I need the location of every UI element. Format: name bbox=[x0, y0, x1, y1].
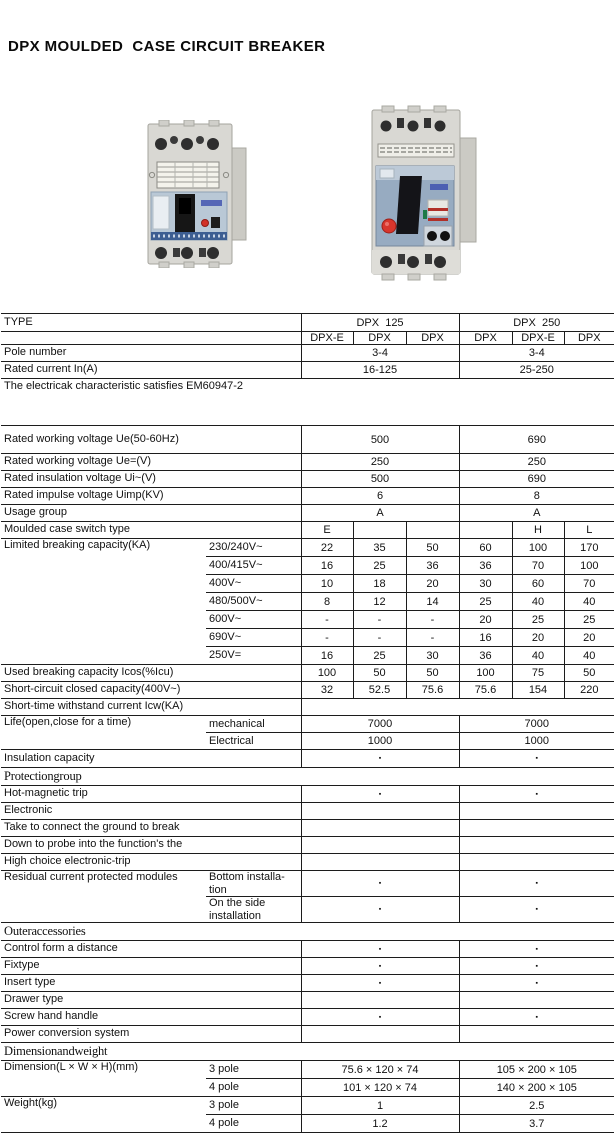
row-sublabel: 3 pole bbox=[206, 1097, 301, 1115]
row-label: Insert type bbox=[1, 975, 301, 992]
bottom-tab bbox=[184, 262, 194, 268]
table-row bbox=[1, 539, 614, 557]
table-row bbox=[1, 1097, 614, 1115]
terminal bbox=[155, 247, 167, 259]
value-cell: 40 bbox=[564, 647, 614, 665]
bullet-mark: ▪ bbox=[301, 941, 459, 958]
value-cell: - bbox=[406, 611, 459, 629]
value-cell: E bbox=[301, 522, 353, 539]
value-cell: 25-250 bbox=[459, 362, 614, 379]
doc-label bbox=[153, 196, 169, 229]
row-label: Rated current In(A) bbox=[1, 362, 301, 379]
value-cell: 75.6 × 120 × 74 bbox=[301, 1061, 459, 1079]
table-row bbox=[1, 837, 614, 854]
terminal bbox=[424, 118, 431, 128]
value-cell: 36 bbox=[459, 647, 512, 665]
table-row bbox=[1, 871, 614, 897]
value-cell: 30 bbox=[406, 647, 459, 665]
table-row bbox=[1, 992, 614, 1009]
value-cell: 36 bbox=[406, 557, 459, 575]
toggle-handle bbox=[396, 176, 422, 234]
bottom-tab bbox=[159, 262, 169, 268]
row-label: Life(open,close for a time) bbox=[1, 716, 206, 750]
terminal bbox=[196, 136, 204, 144]
value-cell: 690 bbox=[459, 426, 614, 454]
row-label: Hot-magnetic trip bbox=[1, 786, 301, 803]
value-cell: 50 bbox=[564, 665, 614, 682]
terminal bbox=[397, 118, 404, 128]
value-cell bbox=[459, 522, 512, 539]
table-row bbox=[1, 750, 614, 768]
table-row bbox=[1, 716, 614, 733]
terminal bbox=[434, 256, 446, 268]
row-label: Rated insulation voltage Ui~(V) bbox=[1, 471, 301, 488]
breaker-250-image bbox=[366, 104, 484, 282]
bullet-mark: ▪ bbox=[301, 750, 459, 768]
value-cell: 52.5 bbox=[353, 682, 406, 699]
value-cell: 8 bbox=[459, 488, 614, 505]
value-cell bbox=[301, 699, 614, 716]
value-cell: 50 bbox=[406, 539, 459, 557]
value-cell: 25 bbox=[512, 611, 564, 629]
value-cell: L bbox=[564, 522, 614, 539]
table-row bbox=[1, 786, 614, 803]
value-cell: 25 bbox=[353, 647, 406, 665]
value-cell: 35 bbox=[353, 539, 406, 557]
value-cell: DPX bbox=[406, 332, 459, 345]
type-summary-table bbox=[1, 313, 614, 395]
value-cell bbox=[353, 522, 406, 539]
row-label: Limited breaking capacity(KA) bbox=[1, 539, 206, 665]
value-cell: 50 bbox=[406, 665, 459, 682]
table-row bbox=[1, 803, 614, 820]
bullet-mark: ▪ bbox=[459, 897, 614, 923]
bullet-mark: ▪ bbox=[301, 897, 459, 923]
terminal bbox=[155, 138, 167, 150]
terminal bbox=[207, 138, 219, 150]
table-row bbox=[1, 975, 614, 992]
value-cell bbox=[406, 522, 459, 539]
terminal bbox=[407, 256, 419, 268]
value-cell: 7000 bbox=[459, 716, 614, 733]
value-cell: 3-4 bbox=[301, 345, 459, 362]
bullet-mark: ▪ bbox=[301, 958, 459, 975]
value-cell: 3.7 bbox=[459, 1115, 614, 1133]
row-label: Drawer type bbox=[1, 992, 301, 1009]
table-row bbox=[1, 362, 614, 379]
adjust-dial bbox=[427, 231, 437, 241]
value-cell: 36 bbox=[459, 557, 512, 575]
row-label: The electricak characteristic satisfies EM60947-2 bbox=[4, 380, 244, 393]
specification-table bbox=[1, 425, 614, 1133]
value-cell: 16 bbox=[301, 557, 353, 575]
table-row bbox=[1, 941, 614, 958]
value-cell: 500 bbox=[301, 426, 459, 454]
value-cell: 75 bbox=[512, 665, 564, 682]
value-cell: 100 bbox=[564, 557, 614, 575]
top-tab bbox=[159, 120, 169, 126]
terminal bbox=[398, 254, 405, 264]
row-label: Power conversion system bbox=[1, 1026, 301, 1043]
value-cell: 154 bbox=[512, 682, 564, 699]
value-cell: - bbox=[301, 611, 353, 629]
value-cell: - bbox=[353, 611, 406, 629]
value-cell bbox=[459, 1026, 614, 1043]
top-tab bbox=[434, 106, 446, 112]
row-label: Take to connect the ground to break bbox=[1, 820, 301, 837]
bottom-tab bbox=[209, 262, 219, 268]
row-sublabel: 4 pole bbox=[206, 1115, 301, 1133]
value-cell: DPX 125 bbox=[301, 314, 459, 332]
table-row bbox=[1, 854, 614, 871]
value-cell bbox=[459, 803, 614, 820]
value-cell bbox=[301, 1026, 459, 1043]
value-cell: 16-125 bbox=[301, 362, 459, 379]
terminal bbox=[380, 256, 392, 268]
row-label: Short-time withstand current Icw(KA) bbox=[1, 699, 301, 716]
value-cell: 70 bbox=[564, 575, 614, 593]
table-row bbox=[1, 699, 614, 716]
row-label: Rated working voltage Ue=(V) bbox=[1, 454, 301, 471]
value-cell: - bbox=[301, 629, 353, 647]
table-row bbox=[1, 345, 614, 362]
value-cell: 220 bbox=[564, 682, 614, 699]
row-label: Weight(kg) bbox=[1, 1097, 206, 1133]
table-row bbox=[1, 923, 614, 941]
value-cell: 16 bbox=[459, 629, 512, 647]
value-cell: 170 bbox=[564, 539, 614, 557]
value-cell: 100 bbox=[512, 539, 564, 557]
bullet-mark: ▪ bbox=[459, 975, 614, 992]
table-row bbox=[1, 471, 614, 488]
value-cell: 18 bbox=[353, 575, 406, 593]
top-tab bbox=[408, 106, 420, 112]
terminal bbox=[173, 248, 180, 257]
row-sublabel: 3 pole bbox=[206, 1061, 301, 1079]
row-sublabel: 480/500V~ bbox=[206, 593, 301, 611]
value-cell: 22 bbox=[301, 539, 353, 557]
terminal bbox=[199, 248, 206, 257]
value-cell: 40 bbox=[512, 647, 564, 665]
table-row bbox=[1, 1009, 614, 1026]
din-tab bbox=[460, 138, 476, 242]
value-cell: 20 bbox=[564, 629, 614, 647]
bullet-mark: ▪ bbox=[301, 786, 459, 803]
row-sublabel: 4 pole bbox=[206, 1079, 301, 1097]
table-row bbox=[1, 958, 614, 975]
table-row bbox=[1, 1043, 614, 1061]
value-cell bbox=[459, 854, 614, 871]
value-cell: 1000 bbox=[301, 733, 459, 750]
row-label: Moulded case switch type bbox=[1, 522, 301, 539]
row-label: Insulation capacity bbox=[1, 750, 301, 768]
brand-logo bbox=[430, 184, 448, 190]
row-label: Rated working voltage Ue(50-60Hz) bbox=[1, 426, 301, 454]
top-tab bbox=[382, 106, 394, 112]
row-label: Control form a distance bbox=[1, 941, 301, 958]
value-cell bbox=[459, 992, 614, 1009]
value-cell: - bbox=[406, 629, 459, 647]
value-cell: 25 bbox=[353, 557, 406, 575]
top-tab bbox=[209, 120, 219, 126]
table-row bbox=[1, 454, 614, 471]
doc-label bbox=[380, 169, 394, 178]
value-cell: 500 bbox=[301, 471, 459, 488]
table-row bbox=[1, 332, 614, 345]
row-label: Down to probe into the function's the bbox=[1, 837, 301, 854]
bullet-mark: ▪ bbox=[459, 941, 614, 958]
value-cell: 7000 bbox=[301, 716, 459, 733]
terminal bbox=[170, 136, 178, 144]
toggle-handle bbox=[179, 198, 191, 214]
test-button bbox=[382, 219, 396, 233]
value-cell: 690 bbox=[459, 471, 614, 488]
value-cell: 100 bbox=[301, 665, 353, 682]
brand-logo bbox=[201, 200, 222, 206]
table-row bbox=[1, 682, 614, 699]
value-cell: 14 bbox=[406, 593, 459, 611]
table-row bbox=[1, 1061, 614, 1079]
value-cell: 12 bbox=[353, 593, 406, 611]
bullet-mark: ▪ bbox=[459, 1009, 614, 1026]
terminal bbox=[381, 121, 392, 132]
bullet-mark: ▪ bbox=[301, 871, 459, 897]
black-button bbox=[211, 217, 220, 228]
value-cell: 8 bbox=[301, 593, 353, 611]
value-cell: 101 × 120 × 74 bbox=[301, 1079, 459, 1097]
value-cell: 250 bbox=[459, 454, 614, 471]
green-mark bbox=[423, 210, 427, 219]
value-cell: 1 bbox=[301, 1097, 459, 1115]
breaker-125-image bbox=[145, 120, 250, 268]
row-label: Used breaking capacity Icos(%Icu) bbox=[1, 665, 301, 682]
table-row bbox=[1, 768, 614, 786]
value-cell: 16 bbox=[301, 647, 353, 665]
value-cell: 140 × 200 × 105 bbox=[459, 1079, 614, 1097]
table-row bbox=[1, 379, 614, 396]
table-row bbox=[1, 665, 614, 682]
terminal bbox=[408, 121, 419, 132]
row-label: Rated impulse voltage Uimp(KV) bbox=[1, 488, 301, 505]
value-cell: 6 bbox=[301, 488, 459, 505]
terminal bbox=[425, 254, 432, 264]
value-cell: 1000 bbox=[459, 733, 614, 750]
value-cell bbox=[1, 332, 301, 345]
row-sublabel: 400/415V~ bbox=[206, 557, 301, 575]
row-label: Fixtype bbox=[1, 958, 301, 975]
terminal bbox=[435, 121, 446, 132]
table-row bbox=[1, 314, 614, 332]
value-cell: 3-4 bbox=[459, 345, 614, 362]
button-highlight bbox=[385, 222, 389, 226]
value-cell: 50 bbox=[353, 665, 406, 682]
table-row bbox=[1, 426, 614, 454]
row-sublabel: 690V~ bbox=[206, 629, 301, 647]
value-cell bbox=[301, 803, 459, 820]
value-cell: 1.2 bbox=[301, 1115, 459, 1133]
row-label: High choice electronic-trip bbox=[1, 854, 301, 871]
bullet-mark: ▪ bbox=[459, 786, 614, 803]
value-cell bbox=[301, 854, 459, 871]
top-tab bbox=[184, 120, 194, 126]
terminal bbox=[181, 247, 193, 259]
bottom-tab bbox=[382, 274, 394, 280]
section-header: Outeraccessories bbox=[1, 923, 614, 941]
value-cell: 2.5 bbox=[459, 1097, 614, 1115]
value-cell: DPX 250 bbox=[459, 314, 614, 332]
value-cell: 10 bbox=[301, 575, 353, 593]
rating-plate bbox=[157, 162, 219, 188]
value-cell: 250 bbox=[301, 454, 459, 471]
value-cell: 75.6 bbox=[406, 682, 459, 699]
value-cell: 60 bbox=[512, 575, 564, 593]
bullet-mark: ▪ bbox=[459, 958, 614, 975]
row-label: Pole number bbox=[1, 345, 301, 362]
value-cell: 60 bbox=[459, 539, 512, 557]
value-cell bbox=[301, 820, 459, 837]
row-sublabel: 250V= bbox=[206, 647, 301, 665]
row-label: Dimension(L × W × H)(mm) bbox=[1, 1061, 206, 1097]
test-button bbox=[202, 220, 209, 227]
value-cell: 25 bbox=[459, 593, 512, 611]
section-header: Dimensionandweight bbox=[1, 1043, 614, 1061]
value-cell: 75.6 bbox=[459, 682, 512, 699]
value-cell bbox=[459, 837, 614, 854]
page-title: DPX MOULDED CASE CIRCUIT BREAKER bbox=[8, 38, 326, 55]
value-cell: 105 × 200 × 105 bbox=[459, 1061, 614, 1079]
row-sublabel: 400V~ bbox=[206, 575, 301, 593]
terminal bbox=[181, 138, 193, 150]
row-sublabel: Bottom installa-tion bbox=[206, 871, 301, 897]
value-cell bbox=[301, 992, 459, 1009]
red-stripe bbox=[428, 218, 448, 221]
row-label: Electronic bbox=[1, 803, 301, 820]
value-cell bbox=[301, 837, 459, 854]
value-cell: 30 bbox=[459, 575, 512, 593]
terminal bbox=[207, 247, 219, 259]
red-stripe bbox=[428, 208, 448, 211]
row-sublabel: On the side installation bbox=[206, 897, 301, 923]
rating-plate bbox=[378, 144, 454, 157]
value-cell: H bbox=[512, 522, 564, 539]
section-header: Protectiongroup bbox=[1, 768, 614, 786]
value-cell: 20 bbox=[459, 611, 512, 629]
row-label: Short-circuit closed capacity(400V~) bbox=[1, 682, 301, 699]
value-cell: DPX-E bbox=[512, 332, 564, 345]
table-row bbox=[1, 488, 614, 505]
table-row bbox=[1, 505, 614, 522]
bullet-mark: ▪ bbox=[459, 750, 614, 768]
value-cell bbox=[459, 820, 614, 837]
bottom-tab bbox=[408, 274, 420, 280]
value-cell: - bbox=[353, 629, 406, 647]
row-sublabel: Electrical bbox=[206, 733, 301, 750]
row-sublabel: mechanical bbox=[206, 716, 301, 733]
bullet-mark: ▪ bbox=[459, 871, 614, 897]
value-cell: 70 bbox=[512, 557, 564, 575]
value-cell: 20 bbox=[512, 629, 564, 647]
value-cell: 25 bbox=[564, 611, 614, 629]
bullet-mark: ▪ bbox=[301, 975, 459, 992]
value-cell: A bbox=[301, 505, 459, 522]
row-label: Residual current protected modules bbox=[1, 871, 206, 923]
row-label: Usage group bbox=[1, 505, 301, 522]
din-tab bbox=[231, 148, 246, 240]
table-row bbox=[1, 820, 614, 837]
value-cell: DPX bbox=[459, 332, 512, 345]
value-cell: DPX bbox=[353, 332, 406, 345]
value-cell: DPX bbox=[564, 332, 614, 345]
bullet-mark: ▪ bbox=[301, 1009, 459, 1026]
value-cell: 100 bbox=[459, 665, 512, 682]
adjust-dial bbox=[440, 231, 450, 241]
value-cell: 40 bbox=[512, 593, 564, 611]
value-cell: 32 bbox=[301, 682, 353, 699]
row-label: TYPE bbox=[1, 314, 301, 332]
value-cell: DPX-E bbox=[301, 332, 353, 345]
row-sublabel: 230/240V~ bbox=[206, 539, 301, 557]
value-cell: A bbox=[459, 505, 614, 522]
value-cell: 20 bbox=[406, 575, 459, 593]
row-sublabel: 600V~ bbox=[206, 611, 301, 629]
table-row bbox=[1, 522, 614, 539]
value-cell: 40 bbox=[564, 593, 614, 611]
row-label: Screw hand handle bbox=[1, 1009, 301, 1026]
bottom-tab bbox=[434, 274, 446, 280]
table-row bbox=[1, 1026, 614, 1043]
